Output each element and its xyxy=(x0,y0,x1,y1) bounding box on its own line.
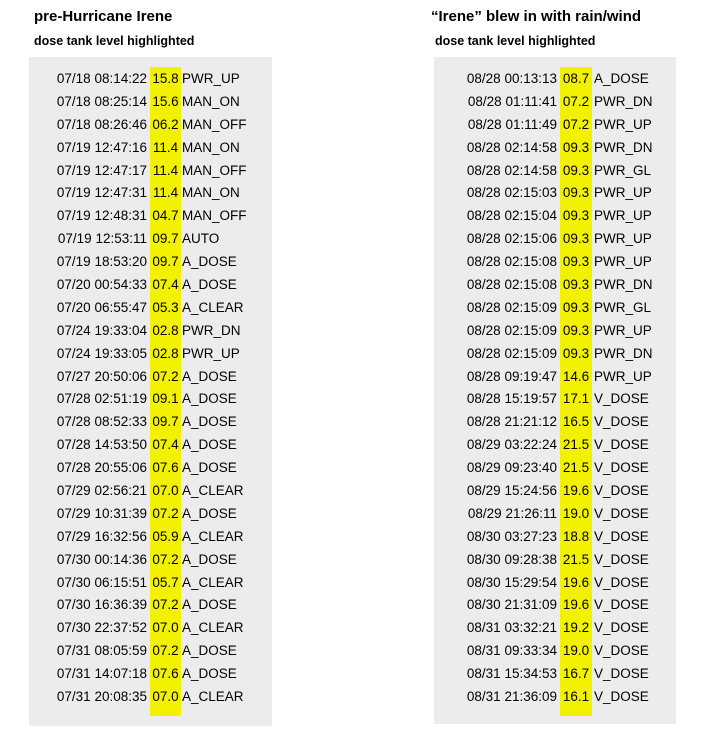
log-event: PWR_UP xyxy=(594,322,652,338)
log-row xyxy=(434,594,676,617)
log-row xyxy=(434,228,676,251)
log-timestamp: 07/19 12:47:31 xyxy=(56,185,147,201)
log-row xyxy=(434,343,676,366)
log-event: PWR_UP xyxy=(594,368,652,384)
log-row xyxy=(434,68,676,91)
log-timestamp: 07/20 06:55:47 xyxy=(56,299,147,315)
log-row xyxy=(29,274,272,297)
log-row xyxy=(434,640,676,663)
dose-tank-level: 16.7 xyxy=(562,666,590,682)
dose-tank-level: 07.2 xyxy=(152,551,179,567)
log-event: A_CLEAR xyxy=(182,574,244,590)
log-row xyxy=(434,160,676,183)
log-event: V_DOSE xyxy=(594,597,649,613)
dose-tank-level: 05.3 xyxy=(152,299,179,315)
log-event: V_DOSE xyxy=(594,666,649,682)
dose-tank-level: 15.6 xyxy=(152,93,179,109)
dose-tank-level: 19.0 xyxy=(562,505,590,521)
dose-tank-level: 07.2 xyxy=(562,116,590,132)
log-row xyxy=(434,434,676,457)
log-row xyxy=(29,320,272,343)
log-timestamp: 07/29 10:31:39 xyxy=(56,505,147,521)
log-event: MAN_OFF xyxy=(182,208,247,224)
log-row xyxy=(29,457,272,480)
left-log-rows xyxy=(29,68,272,709)
log-row xyxy=(29,526,272,549)
log-timestamp: 07/28 08:52:33 xyxy=(56,414,147,430)
log-event: V_DOSE xyxy=(594,620,649,636)
dose-tank-level: 07.0 xyxy=(152,689,179,705)
dose-tank-level: 02.8 xyxy=(152,345,179,361)
log-row xyxy=(434,366,676,389)
log-timestamp: 07/30 06:15:51 xyxy=(56,574,147,590)
log-row xyxy=(29,594,272,617)
dose-tank-level: 15.8 xyxy=(152,71,179,86)
log-event: PWR_UP xyxy=(594,231,652,247)
log-row xyxy=(434,388,676,411)
log-event: A_DOSE xyxy=(182,597,237,613)
log-row xyxy=(434,663,676,686)
log-timestamp: 08/28 02:15:03 xyxy=(466,185,557,201)
dose-tank-level: 16.5 xyxy=(562,414,590,430)
log-row xyxy=(29,663,272,686)
right-log-box xyxy=(434,57,676,724)
log-event: AUTO xyxy=(182,231,220,247)
log-event: A_DOSE xyxy=(182,254,237,270)
dose-tank-level: 07.6 xyxy=(152,460,179,476)
log-timestamp: 08/28 02:14:58 xyxy=(466,162,557,178)
log-timestamp: 07/31 20:08:35 xyxy=(56,689,147,705)
dose-tank-level: 11.4 xyxy=(152,185,179,201)
log-event: A_CLEAR xyxy=(182,689,244,705)
log-row xyxy=(434,572,676,595)
dose-tank-level: 09.3 xyxy=(562,185,590,201)
log-row xyxy=(434,617,676,640)
dose-tank-level: 19.6 xyxy=(562,574,590,590)
log-row xyxy=(434,411,676,434)
log-row xyxy=(29,480,272,503)
log-event: A_DOSE xyxy=(182,460,237,476)
log-event: PWR_UP xyxy=(182,71,240,86)
log-row xyxy=(434,274,676,297)
log-timestamp: 07/18 08:26:46 xyxy=(56,116,147,132)
log-row xyxy=(434,526,676,549)
log-row xyxy=(434,91,676,114)
log-event: A_DOSE xyxy=(182,551,237,567)
log-row xyxy=(29,160,272,183)
dose-tank-level: 07.0 xyxy=(152,620,179,636)
log-timestamp: 08/29 21:26:11 xyxy=(467,505,557,521)
log-row xyxy=(434,320,676,343)
dose-tank-level: 09.3 xyxy=(562,322,590,338)
log-timestamp: 07/20 00:54:33 xyxy=(56,277,147,293)
log-timestamp: 08/28 01:11:41 xyxy=(467,93,557,109)
log-timestamp: 07/31 08:05:59 xyxy=(56,643,147,659)
log-timestamp: 08/30 09:28:38 xyxy=(466,551,557,567)
dose-tank-level: 09.7 xyxy=(152,254,179,270)
log-timestamp: 07/18 08:25:14 xyxy=(56,93,147,109)
log-row xyxy=(434,137,676,160)
log-timestamp: 08/28 15:19:57 xyxy=(466,391,557,407)
log-timestamp: 08/28 02:15:09 xyxy=(466,299,557,315)
log-event: MAN_ON xyxy=(182,185,240,201)
log-timestamp: 07/19 18:53:20 xyxy=(56,254,147,270)
log-event: A_DOSE xyxy=(594,71,649,86)
dose-tank-level: 18.8 xyxy=(562,528,590,544)
log-row xyxy=(29,251,272,274)
log-timestamp: 07/24 19:33:05 xyxy=(56,345,147,361)
log-event: A_DOSE xyxy=(182,391,237,407)
dose-tank-level: 11.4 xyxy=(152,162,179,178)
log-row xyxy=(29,114,272,137)
log-row xyxy=(434,297,676,320)
right-panel-title: “Irene” blew in with rain/wind xyxy=(431,8,642,25)
log-row xyxy=(434,205,676,228)
dose-tank-level: 19.2 xyxy=(562,620,590,636)
log-timestamp: 07/28 14:53:50 xyxy=(56,437,147,453)
log-timestamp: 07/30 16:36:39 xyxy=(56,597,147,613)
dose-tank-level: 09.7 xyxy=(152,414,179,430)
dose-tank-level: 19.6 xyxy=(562,597,590,613)
log-event: A_DOSE xyxy=(182,277,237,293)
dose-tank-level: 09.3 xyxy=(562,277,590,293)
log-event: A_CLEAR xyxy=(182,483,244,499)
log-row xyxy=(434,182,676,205)
log-timestamp: 07/18 08:14:22 xyxy=(56,71,147,86)
log-event: PWR_GL xyxy=(594,299,652,315)
log-event: V_DOSE xyxy=(594,551,649,567)
log-event: MAN_ON xyxy=(182,93,240,109)
dose-tank-level: 07.4 xyxy=(152,437,179,453)
dose-tank-level: 07.2 xyxy=(562,93,590,109)
log-timestamp: 08/31 21:36:09 xyxy=(466,689,557,705)
log-row xyxy=(434,114,676,137)
left-log-box xyxy=(29,57,272,726)
log-event: PWR_UP xyxy=(594,185,652,201)
dose-tank-level: 09.3 xyxy=(562,139,590,155)
log-event: V_DOSE xyxy=(594,689,649,705)
log-event: A_DOSE xyxy=(182,414,237,430)
dose-tank-level: 21.5 xyxy=(562,551,590,567)
log-timestamp: 08/28 02:15:06 xyxy=(466,231,557,247)
log-row xyxy=(434,503,676,526)
log-event: A_DOSE xyxy=(182,643,237,659)
dose-tank-level: 09.3 xyxy=(562,345,590,361)
log-timestamp: 08/28 02:15:08 xyxy=(466,254,557,270)
log-timestamp: 07/29 16:32:56 xyxy=(56,528,147,544)
log-event: PWR_DN xyxy=(594,345,653,361)
log-timestamp: 08/29 15:24:56 xyxy=(466,483,557,499)
log-event: V_DOSE xyxy=(594,528,649,544)
log-timestamp: 08/28 21:21:12 xyxy=(466,414,557,430)
log-timestamp: 08/28 01:11:49 xyxy=(467,116,557,132)
log-timestamp: 07/24 19:33:04 xyxy=(56,322,147,338)
dose-tank-level: 09.3 xyxy=(562,208,590,224)
dose-tank-level: 19.0 xyxy=(562,643,590,659)
log-row xyxy=(434,457,676,480)
log-row xyxy=(434,686,676,709)
log-row xyxy=(434,480,676,503)
log-timestamp: 08/28 02:15:09 xyxy=(466,345,557,361)
log-event: A_DOSE xyxy=(182,505,237,521)
log-timestamp: 07/28 02:51:19 xyxy=(56,391,147,407)
dose-tank-level: 19.6 xyxy=(562,483,590,499)
log-event: A_DOSE xyxy=(182,437,237,453)
dose-tank-level: 07.2 xyxy=(152,505,179,521)
log-event: MAN_ON xyxy=(182,139,240,155)
dose-tank-level: 16.1 xyxy=(562,689,590,705)
log-timestamp: 07/29 02:56:21 xyxy=(56,483,147,499)
log-timestamp: 07/30 22:37:52 xyxy=(56,620,147,636)
log-row xyxy=(29,205,272,228)
log-row xyxy=(29,137,272,160)
log-timestamp: 08/31 03:32:21 xyxy=(466,620,557,636)
log-row xyxy=(29,572,272,595)
log-timestamp: 08/30 15:29:54 xyxy=(466,574,557,590)
log-event: MAN_OFF xyxy=(182,162,247,178)
log-event: A_CLEAR xyxy=(182,620,244,636)
dose-tank-level: 04.7 xyxy=(152,208,179,224)
log-event: V_DOSE xyxy=(594,574,649,590)
log-row xyxy=(29,617,272,640)
log-timestamp: 08/28 02:15:08 xyxy=(466,277,557,293)
dose-tank-level: 07.4 xyxy=(152,277,179,293)
log-row xyxy=(29,366,272,389)
log-timestamp: 08/28 09:19:47 xyxy=(466,368,557,384)
dose-tank-level: 21.5 xyxy=(562,460,590,476)
left-panel-subtitle: dose tank level highlighted xyxy=(34,34,195,48)
log-timestamp: 07/19 12:48:31 xyxy=(56,208,147,224)
log-timestamp: 07/27 20:50:06 xyxy=(56,368,147,384)
log-event: V_DOSE xyxy=(594,391,649,407)
dose-tank-level: 07.2 xyxy=(152,597,179,613)
dose-tank-level: 06.2 xyxy=(152,116,179,132)
log-row xyxy=(29,388,272,411)
log-row xyxy=(29,503,272,526)
log-timestamp: 07/31 14:07:18 xyxy=(56,666,147,682)
dose-tank-level: 21.5 xyxy=(562,437,590,453)
right-log-rows xyxy=(434,68,676,709)
log-timestamp: 07/19 12:47:17 xyxy=(56,162,147,178)
dose-tank-level: 07.2 xyxy=(152,643,179,659)
dose-tank-level: 05.7 xyxy=(152,574,179,590)
log-timestamp: 07/28 20:55:06 xyxy=(56,460,147,476)
dose-tank-level: 09.3 xyxy=(562,299,590,315)
log-event: V_DOSE xyxy=(594,437,649,453)
log-event: A_DOSE xyxy=(182,368,237,384)
dose-tank-level: 08.7 xyxy=(562,71,590,86)
log-timestamp: 08/28 02:15:04 xyxy=(466,208,557,224)
log-row xyxy=(29,411,272,434)
log-event: PWR_UP xyxy=(594,208,652,224)
dose-tank-level: 09.3 xyxy=(562,254,590,270)
dose-tank-level: 07.0 xyxy=(152,483,179,499)
log-timestamp: 08/29 09:23:40 xyxy=(466,460,557,476)
log-timestamp: 08/28 02:14:58 xyxy=(466,139,557,155)
dose-tank-level: 05.9 xyxy=(152,528,179,544)
dose-tank-level: 17.1 xyxy=(562,391,590,407)
log-row xyxy=(29,182,272,205)
log-event: PWR_UP xyxy=(594,116,652,132)
log-row xyxy=(434,251,676,274)
log-row xyxy=(29,68,272,91)
log-event: V_DOSE xyxy=(594,505,649,521)
log-row xyxy=(29,228,272,251)
log-event: A_CLEAR xyxy=(182,528,244,544)
log-event: MAN_OFF xyxy=(182,116,247,132)
log-event: V_DOSE xyxy=(594,414,649,430)
dose-tank-level: 02.8 xyxy=(152,322,179,338)
log-row xyxy=(29,91,272,114)
log-event: PWR_DN xyxy=(594,93,653,109)
log-event: V_DOSE xyxy=(594,460,649,476)
log-event: V_DOSE xyxy=(594,643,649,659)
dose-tank-level: 09.3 xyxy=(562,231,590,247)
log-event: PWR_DN xyxy=(182,322,241,338)
log-timestamp: 07/19 12:53:11 xyxy=(57,231,147,247)
log-timestamp: 08/30 03:27:23 xyxy=(466,528,557,544)
log-row xyxy=(29,343,272,366)
log-timestamp: 08/30 21:31:09 xyxy=(466,597,557,613)
log-event: V_DOSE xyxy=(594,483,649,499)
log-row xyxy=(29,640,272,663)
dose-tank-level: 11.4 xyxy=(152,139,179,155)
log-timestamp: 08/28 02:15:09 xyxy=(466,322,557,338)
right-panel-subtitle: dose tank level highlighted xyxy=(435,34,596,48)
log-row xyxy=(434,549,676,572)
log-row xyxy=(29,686,272,709)
dose-tank-level: 09.7 xyxy=(152,231,179,247)
left-panel-title: pre-Hurricane Irene xyxy=(34,8,173,25)
dose-tank-level: 07.2 xyxy=(152,368,179,384)
log-event: PWR_GL xyxy=(594,162,652,178)
log-event: A_DOSE xyxy=(182,666,237,682)
log-row xyxy=(29,297,272,320)
log-timestamp: 08/28 00:13:13 xyxy=(466,71,557,86)
log-event: PWR_DN xyxy=(594,139,653,155)
log-timestamp: 08/31 15:34:53 xyxy=(466,666,557,682)
log-event: PWR_UP xyxy=(594,254,652,270)
dose-tank-level: 09.3 xyxy=(562,162,590,178)
log-event: PWR_UP xyxy=(182,345,240,361)
log-timestamp: 08/31 09:33:34 xyxy=(466,643,557,659)
dose-tank-level: 07.6 xyxy=(152,666,179,682)
log-row xyxy=(29,549,272,572)
log-timestamp: 07/30 00:14:36 xyxy=(56,551,147,567)
log-timestamp: 07/19 12:47:16 xyxy=(56,139,147,155)
log-event: A_CLEAR xyxy=(182,299,244,315)
log-timestamp: 08/29 03:22:24 xyxy=(466,437,557,453)
log-event: PWR_DN xyxy=(594,277,653,293)
log-row xyxy=(29,434,272,457)
dose-tank-level: 14.6 xyxy=(562,368,590,384)
dose-tank-level: 09.1 xyxy=(152,391,179,407)
